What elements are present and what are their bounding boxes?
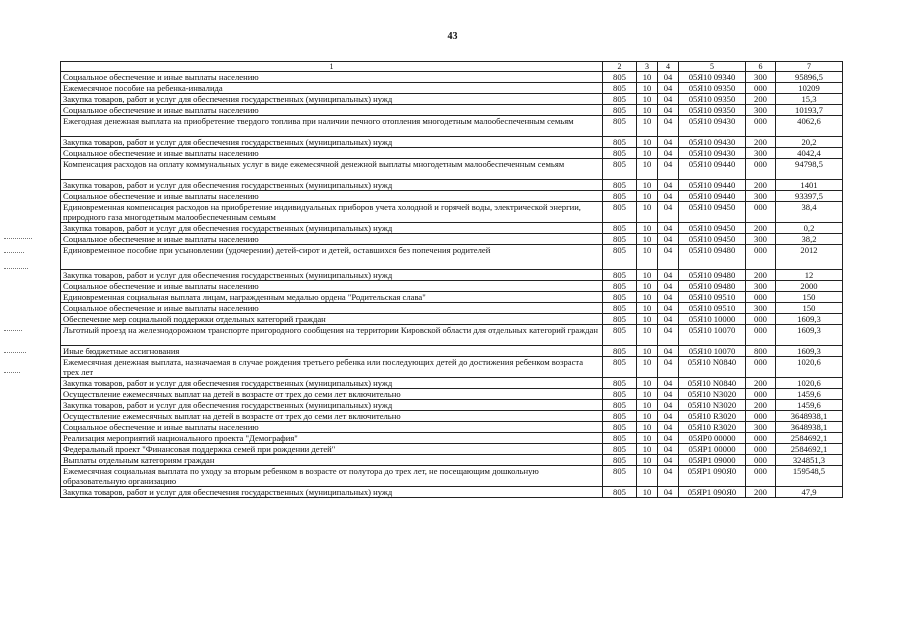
- row-amount: 159548,5: [776, 466, 843, 487]
- row-target-article: 05Я10 N0840: [679, 357, 746, 378]
- row-section: 10: [637, 455, 658, 466]
- row-expense-type: 300: [746, 281, 776, 292]
- row-target-article: 05Я10 09450: [679, 223, 746, 234]
- scan-artifact: [4, 352, 26, 353]
- row-section: 10: [637, 72, 658, 83]
- row-target-article: 05Я10 10000: [679, 314, 746, 325]
- row-target-article: 05Я10 09450: [679, 234, 746, 245]
- row-section: 10: [637, 234, 658, 245]
- row-subsection: 04: [658, 180, 679, 191]
- table-row: [61, 466, 843, 487]
- row-subsection: 04: [658, 444, 679, 455]
- table-row: [61, 433, 843, 444]
- row-admin-code: 805: [603, 270, 637, 281]
- row-amount: 1609,3: [776, 314, 843, 325]
- row-amount: 150: [776, 303, 843, 314]
- table-row: [61, 116, 843, 137]
- row-target-article: 05ЯР1 090Я0: [679, 487, 746, 498]
- row-admin-code: 805: [603, 444, 637, 455]
- table-row: [61, 411, 843, 422]
- row-expense-type: 200: [746, 487, 776, 498]
- row-target-article: 05Я10 09350: [679, 105, 746, 116]
- row-name: Единовременная социальная выплата лицам, награжденным медалью ордена "Родительская слава": [61, 292, 603, 303]
- row-name: Закупка товаров, работ и услуг для обеспечения государственных (муниципальных) нужд: [61, 487, 603, 498]
- row-expense-type: 800: [746, 346, 776, 357]
- row-expense-type: 300: [746, 422, 776, 433]
- row-expense-type: 000: [746, 444, 776, 455]
- row-name: Реализация мероприятий национального проекта "Демография": [61, 433, 603, 444]
- table-row: [61, 303, 843, 314]
- row-subsection: 04: [658, 433, 679, 444]
- row-amount: 3648938,1: [776, 422, 843, 433]
- table-row: [61, 72, 843, 83]
- row-admin-code: 805: [603, 245, 637, 270]
- row-subsection: 04: [658, 202, 679, 223]
- row-amount: 10209: [776, 83, 843, 94]
- column-header: 1: [61, 62, 603, 72]
- scan-artifact: [4, 238, 32, 239]
- row-subsection: 04: [658, 411, 679, 422]
- scan-artifact: [4, 372, 20, 373]
- row-name: Закупка товаров, работ и услуг для обеспечения государственных (муниципальных) нужд: [61, 400, 603, 411]
- row-admin-code: 805: [603, 191, 637, 202]
- table-row: [61, 378, 843, 389]
- table-row: [61, 487, 843, 498]
- row-target-article: 05Я10 09350: [679, 83, 746, 94]
- row-name: Ежемесячное пособие на ребенка-инвалида: [61, 83, 603, 94]
- row-target-article: 05Я10 09440: [679, 191, 746, 202]
- row-expense-type: 300: [746, 303, 776, 314]
- page-number: 43: [447, 31, 458, 42]
- row-section: 10: [637, 325, 658, 346]
- row-amount: 38,4: [776, 202, 843, 223]
- row-subsection: 04: [658, 422, 679, 433]
- row-section: 10: [637, 466, 658, 487]
- row-admin-code: 805: [603, 314, 637, 325]
- row-subsection: 04: [658, 245, 679, 270]
- row-amount: 93397,5: [776, 191, 843, 202]
- row-section: 10: [637, 389, 658, 400]
- row-name: Единовременная компенсация расходов на приобретение индивидуальных приборов учета холодной и горячей воды, электрической энергии, природного газа многодетным малообеспеченным семьям: [61, 202, 603, 223]
- table-row: [61, 223, 843, 234]
- row-target-article: 05Я10 09340: [679, 72, 746, 83]
- row-target-article: 05Я10 09510: [679, 292, 746, 303]
- row-subsection: 04: [658, 148, 679, 159]
- row-name: Иные бюджетные ассигнования: [61, 346, 603, 357]
- table-row: [61, 455, 843, 466]
- table-row: [61, 444, 843, 455]
- row-expense-type: 200: [746, 94, 776, 105]
- row-section: 10: [637, 180, 658, 191]
- column-header: 4: [658, 62, 679, 72]
- row-target-article: 05ЯР1 00000: [679, 444, 746, 455]
- table-header-row: [61, 62, 843, 72]
- row-amount: 1020,6: [776, 357, 843, 378]
- table-row: [61, 292, 843, 303]
- row-subsection: 04: [658, 83, 679, 94]
- row-admin-code: 805: [603, 378, 637, 389]
- row-section: 10: [637, 105, 658, 116]
- row-expense-type: 300: [746, 72, 776, 83]
- row-amount: 2012: [776, 245, 843, 270]
- row-name: Обеспечение мер социальной поддержки отдельных категорий граждан: [61, 314, 603, 325]
- row-target-article: 05Я10 09480: [679, 245, 746, 270]
- row-admin-code: 805: [603, 346, 637, 357]
- row-subsection: 04: [658, 234, 679, 245]
- row-amount: 150: [776, 292, 843, 303]
- row-name: Социальное обеспечение и иные выплаты населению: [61, 281, 603, 292]
- row-expense-type: 300: [746, 148, 776, 159]
- row-subsection: 04: [658, 292, 679, 303]
- row-expense-type: 000: [746, 202, 776, 223]
- row-expense-type: 000: [746, 116, 776, 137]
- row-amount: 1459,6: [776, 389, 843, 400]
- row-section: 10: [637, 433, 658, 444]
- row-name: Ежегодная денежная выплата на приобретение твердого топлива при наличии печного отопления многодетным малообеспеченным семьям: [61, 116, 603, 137]
- row-admin-code: 805: [603, 137, 637, 148]
- budget-table: [60, 61, 843, 498]
- row-subsection: 04: [658, 389, 679, 400]
- row-expense-type: 200: [746, 137, 776, 148]
- column-header: 6: [746, 62, 776, 72]
- row-target-article: 05Я10 09430: [679, 137, 746, 148]
- row-subsection: 04: [658, 159, 679, 180]
- row-admin-code: 805: [603, 72, 637, 83]
- row-target-article: 05Я10 09440: [679, 159, 746, 180]
- row-subsection: 04: [658, 72, 679, 83]
- row-target-article: 05Я10 09480: [679, 270, 746, 281]
- row-section: 10: [637, 202, 658, 223]
- row-admin-code: 805: [603, 466, 637, 487]
- row-admin-code: 805: [603, 94, 637, 105]
- row-admin-code: 805: [603, 105, 637, 116]
- row-expense-type: 300: [746, 191, 776, 202]
- table-row: [61, 105, 843, 116]
- row-section: 10: [637, 292, 658, 303]
- row-expense-type: 000: [746, 83, 776, 94]
- row-admin-code: 805: [603, 433, 637, 444]
- row-admin-code: 805: [603, 292, 637, 303]
- table-row: [61, 270, 843, 281]
- row-name: Социальное обеспечение и иные выплаты населению: [61, 191, 603, 202]
- row-subsection: 04: [658, 223, 679, 234]
- row-subsection: 04: [658, 270, 679, 281]
- row-amount: 10193,7: [776, 105, 843, 116]
- row-admin-code: 805: [603, 411, 637, 422]
- row-amount: 4042,4: [776, 148, 843, 159]
- column-header: 3: [637, 62, 658, 72]
- table-row: [61, 281, 843, 292]
- row-expense-type: 000: [746, 325, 776, 346]
- row-subsection: 04: [658, 94, 679, 105]
- row-target-article: 05Я10 10070: [679, 325, 746, 346]
- row-expense-type: 200: [746, 223, 776, 234]
- table-row: [61, 234, 843, 245]
- row-section: 10: [637, 378, 658, 389]
- row-subsection: 04: [658, 455, 679, 466]
- column-header: 7: [776, 62, 843, 72]
- row-amount: 95896,5: [776, 72, 843, 83]
- scan-artifact: [4, 268, 28, 269]
- table-row: [61, 148, 843, 159]
- row-subsection: 04: [658, 137, 679, 148]
- row-name: Социальное обеспечение и иные выплаты населению: [61, 72, 603, 83]
- row-expense-type: 000: [746, 411, 776, 422]
- row-admin-code: 805: [603, 202, 637, 223]
- row-subsection: 04: [658, 378, 679, 389]
- row-name: Льготный проезд на железнодорожном транспорте пригородного сообщения на территории Кировской области для отдельных категорий граждан: [61, 325, 603, 346]
- row-amount: 0,2: [776, 223, 843, 234]
- row-section: 10: [637, 357, 658, 378]
- row-target-article: 05Я10 09440: [679, 180, 746, 191]
- row-subsection: 04: [658, 281, 679, 292]
- row-target-article: 05Я10 09480: [679, 281, 746, 292]
- row-amount: 324851,3: [776, 455, 843, 466]
- row-subsection: 04: [658, 116, 679, 137]
- row-expense-type: 000: [746, 455, 776, 466]
- row-name: Социальное обеспечение и иные выплаты населению: [61, 148, 603, 159]
- row-expense-type: 200: [746, 378, 776, 389]
- row-expense-type: 000: [746, 314, 776, 325]
- row-expense-type: 000: [746, 466, 776, 487]
- row-admin-code: 805: [603, 83, 637, 94]
- table-row: [61, 245, 843, 270]
- row-subsection: 04: [658, 105, 679, 116]
- row-target-article: 05Я10 09430: [679, 148, 746, 159]
- row-section: 10: [637, 137, 658, 148]
- row-admin-code: 805: [603, 234, 637, 245]
- row-expense-type: 200: [746, 180, 776, 191]
- row-admin-code: 805: [603, 180, 637, 191]
- table-row: [61, 325, 843, 346]
- row-section: 10: [637, 116, 658, 137]
- row-section: 10: [637, 94, 658, 105]
- row-admin-code: 805: [603, 487, 637, 498]
- row-name: Федеральный проект "Финансовая поддержка семей при рождении детей": [61, 444, 603, 455]
- row-subsection: 04: [658, 346, 679, 357]
- table-row: [61, 137, 843, 148]
- row-name: Социальное обеспечение и иные выплаты населению: [61, 422, 603, 433]
- row-admin-code: 805: [603, 357, 637, 378]
- row-name: Осуществление ежемесячных выплат на детей в возрасте от трех до семи лет включительно: [61, 411, 603, 422]
- row-admin-code: 805: [603, 223, 637, 234]
- row-admin-code: 805: [603, 159, 637, 180]
- row-amount: 20,2: [776, 137, 843, 148]
- row-expense-type: 200: [746, 400, 776, 411]
- row-name: Компенсация расходов на оплату коммунальных услуг в виде ежемесячной денежной выплаты многодетным малообеспеченным семьям: [61, 159, 603, 180]
- row-amount: 1020,6: [776, 378, 843, 389]
- column-header: 2: [603, 62, 637, 72]
- row-amount: 47,9: [776, 487, 843, 498]
- column-header: 5: [679, 62, 746, 72]
- row-section: 10: [637, 191, 658, 202]
- row-amount: 94798,5: [776, 159, 843, 180]
- row-section: 10: [637, 281, 658, 292]
- table-row: [61, 159, 843, 180]
- row-subsection: 04: [658, 314, 679, 325]
- row-admin-code: 805: [603, 455, 637, 466]
- row-expense-type: 000: [746, 389, 776, 400]
- table-row: [61, 346, 843, 357]
- row-target-article: 05Я10 09510: [679, 303, 746, 314]
- row-amount: 4062,6: [776, 116, 843, 137]
- row-expense-type: 200: [746, 270, 776, 281]
- row-amount: 3648938,1: [776, 411, 843, 422]
- table-row: [61, 314, 843, 325]
- row-section: 10: [637, 400, 658, 411]
- row-expense-type: 000: [746, 159, 776, 180]
- row-amount: 38,2: [776, 234, 843, 245]
- row-name: Осуществление ежемесячных выплат на детей в возрасте от трех до семи лет включительно: [61, 389, 603, 400]
- row-section: 10: [637, 487, 658, 498]
- row-name: Закупка товаров, работ и услуг для обеспечения государственных (муниципальных) нужд: [61, 180, 603, 191]
- row-name: Ежемесячная денежная выплата, назначаемая в случае рождения третьего ребенка или последующих детей до достижения ребенком возраста трех лет: [61, 357, 603, 378]
- row-expense-type: 300: [746, 234, 776, 245]
- row-amount: 1609,3: [776, 325, 843, 346]
- row-name: Ежемесячная социальная выплата по уходу за вторым ребенком в возрасте от полутора до трех лет, не посещающим дошкольную образовательную организацию: [61, 466, 603, 487]
- table-row: [61, 94, 843, 105]
- row-amount: 1459,6: [776, 400, 843, 411]
- row-admin-code: 805: [603, 148, 637, 159]
- row-expense-type: 300: [746, 105, 776, 116]
- row-subsection: 04: [658, 466, 679, 487]
- row-target-article: 05Я10 09450: [679, 202, 746, 223]
- row-name: Закупка товаров, работ и услуг для обеспечения государственных (муниципальных) нужд: [61, 94, 603, 105]
- row-amount: 1401: [776, 180, 843, 191]
- row-name: Единовременное пособие при усыновлении (удочерении) детей-сирот и детей, оставшихся без попечения родителей: [61, 245, 603, 270]
- row-name: Закупка товаров, работ и услуг для обеспечения государственных (муниципальных) нужд: [61, 223, 603, 234]
- row-amount: 2584692,1: [776, 433, 843, 444]
- row-amount: 2000: [776, 281, 843, 292]
- row-name: Закупка товаров, работ и услуг для обеспечения государственных (муниципальных) нужд: [61, 137, 603, 148]
- row-name: Социальное обеспечение и иные выплаты населению: [61, 234, 603, 245]
- row-admin-code: 805: [603, 281, 637, 292]
- row-amount: 1609,3: [776, 346, 843, 357]
- row-amount: 15,3: [776, 94, 843, 105]
- row-section: 10: [637, 245, 658, 270]
- row-section: 10: [637, 444, 658, 455]
- row-name: Социальное обеспечение и иные выплаты населению: [61, 105, 603, 116]
- row-section: 10: [637, 303, 658, 314]
- table-row: [61, 389, 843, 400]
- row-expense-type: 000: [746, 433, 776, 444]
- row-section: 10: [637, 148, 658, 159]
- row-subsection: 04: [658, 191, 679, 202]
- table-row: [61, 191, 843, 202]
- table-row: [61, 202, 843, 223]
- row-target-article: 05Я10 10070: [679, 346, 746, 357]
- row-target-article: 05ЯР1 09000: [679, 455, 746, 466]
- row-target-article: 05ЯР0 00000: [679, 433, 746, 444]
- row-section: 10: [637, 83, 658, 94]
- row-expense-type: 000: [746, 357, 776, 378]
- table-row: [61, 400, 843, 411]
- row-expense-type: 000: [746, 292, 776, 303]
- row-target-article: 05Я10 N3020: [679, 400, 746, 411]
- row-target-article: 05Я10 N3020: [679, 389, 746, 400]
- row-subsection: 04: [658, 487, 679, 498]
- row-section: 10: [637, 270, 658, 281]
- row-admin-code: 805: [603, 325, 637, 346]
- row-expense-type: 000: [746, 245, 776, 270]
- row-name: Выплаты отдельным категориям граждан: [61, 455, 603, 466]
- row-target-article: 05Я10 09430: [679, 116, 746, 137]
- scan-artifact: [4, 330, 22, 331]
- row-subsection: 04: [658, 303, 679, 314]
- row-target-article: 05Я10 N0840: [679, 378, 746, 389]
- row-target-article: 05Я10 R3020: [679, 422, 746, 433]
- row-name: Социальное обеспечение и иные выплаты населению: [61, 303, 603, 314]
- row-amount: 2584692,1: [776, 444, 843, 455]
- row-section: 10: [637, 159, 658, 180]
- row-section: 10: [637, 346, 658, 357]
- row-target-article: 05Я10 R3020: [679, 411, 746, 422]
- row-section: 10: [637, 223, 658, 234]
- row-admin-code: 805: [603, 422, 637, 433]
- row-name: Закупка товаров, работ и услуг для обеспечения государственных (муниципальных) нужд: [61, 378, 603, 389]
- row-section: 10: [637, 411, 658, 422]
- table-row: [61, 83, 843, 94]
- scan-artifact: [4, 252, 24, 253]
- row-target-article: 05ЯР1 090Я0: [679, 466, 746, 487]
- row-name: Закупка товаров, работ и услуг для обеспечения государственных (муниципальных) нужд: [61, 270, 603, 281]
- table-row: [61, 422, 843, 433]
- row-admin-code: 805: [603, 116, 637, 137]
- row-subsection: 04: [658, 357, 679, 378]
- row-subsection: 04: [658, 400, 679, 411]
- table-row: [61, 357, 843, 378]
- row-target-article: 05Я10 09350: [679, 94, 746, 105]
- row-admin-code: 805: [603, 400, 637, 411]
- row-admin-code: 805: [603, 303, 637, 314]
- row-section: 10: [637, 314, 658, 325]
- table-row: [61, 180, 843, 191]
- row-amount: 12: [776, 270, 843, 281]
- row-admin-code: 805: [603, 389, 637, 400]
- row-subsection: 04: [658, 325, 679, 346]
- row-section: 10: [637, 422, 658, 433]
